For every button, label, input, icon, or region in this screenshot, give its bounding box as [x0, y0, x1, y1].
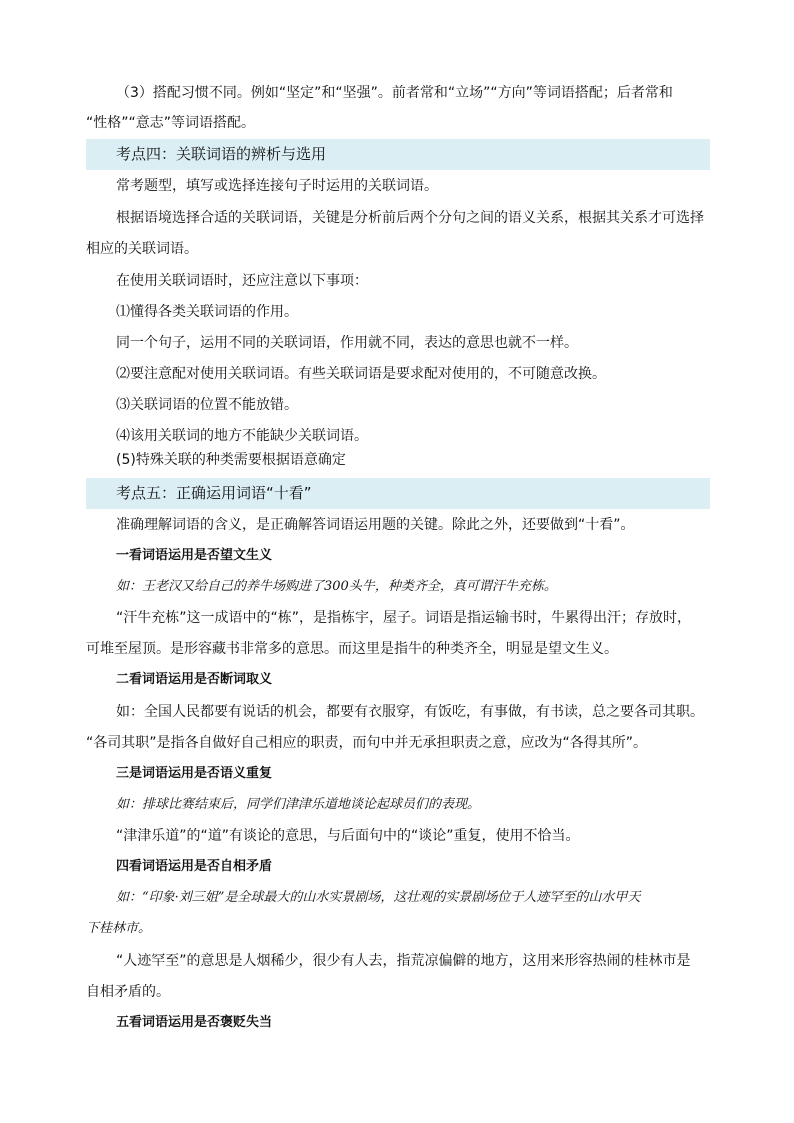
list-item: ⑵要注意配对使用关联词语。有些关联词语是要求配对使用的，不可随意改换。 — [116, 366, 606, 382]
example-line: 如：“印象·刘三姐”是全球最大的山水实景剧场，这壮观的实景剧场位于人迹罕至的山水甲天 — [116, 890, 641, 905]
paragraph-line: “津津乐道”的“道”有谈论的意思，与后面句中的“谈论”重复，使用不恰当。 — [116, 828, 580, 844]
example-line: 如：排球比赛结束后，同学们津津乐道地谈论起球员们的表现。 — [116, 797, 481, 812]
section-heading: 考点四：关联词语的辨析与选用 — [116, 145, 327, 163]
subheading: 三是词语运用是否语义重复 — [116, 766, 273, 781]
paragraph-line: 同一个句子，运用不同的关联词语，作用就不同，表达的意思也就不一样。 — [116, 335, 578, 351]
list-item: ⑷该用关联词的地方不能缺少关联词语。 — [116, 428, 368, 444]
paragraph-line: 自相矛盾的。 — [86, 984, 170, 1000]
list-item: (5)特殊关联的种类需要根据语意确定 — [116, 452, 346, 468]
paragraph-line: 如：全国人民都要有说话的机会，都要有衣服穿，有饭吃，有事做，有书读，总之要各司其职。 — [116, 704, 704, 720]
subheading: 二看词语运用是否断词取义 — [116, 672, 273, 687]
paragraph-line: “各司其职”是指各自做好自己相应的职责，而句中并无承担职责之意，应改为“各得其所”。 — [86, 735, 648, 751]
list-item: ⑴懂得各类关联词语的作用。 — [116, 304, 298, 320]
paragraph-line: 根据语境选择合适的关联词语，关键是分析前后两个分句之间的语义关系，根据其关系才可选择 — [116, 210, 704, 226]
example-line: 下桂林市。 — [86, 921, 152, 936]
paragraph-line: “汗牛充栋”这一成语中的“栋”，是指栋宇，屋子。词语是指运输书时，牛累得出汗；存放时， — [116, 610, 692, 626]
subheading: 四看词语运用是否自相矛盾 — [116, 859, 273, 874]
subheading: 一看词语运用是否望文生义 — [116, 548, 273, 563]
list-item: ⑶关联词语的位置不能放错。 — [116, 397, 298, 413]
paragraph-line: 在使用关联词语时，还应注意以下事项： — [116, 273, 368, 289]
section-heading: 考点五：正确运用词语“十看” — [116, 484, 312, 502]
paragraph-line: 常考题型，填写或选择连接句子时运用的关联词语。 — [116, 178, 438, 194]
paragraph-line: 可堆至屋顶。是形容藏书非常多的意思。而这里是指牛的种类齐全，明显是望文生义。 — [86, 641, 618, 657]
example-line: 如：王老汉又给自己的养牛场购进了300头牛，种类齐全，真可谓汗牛充栋。 — [116, 579, 557, 594]
paragraph-line: （3）搭配习惯不同。例如“坚定”和“坚强”。前者常和“立场”“方向”等词语搭配；后者常和 — [116, 85, 673, 101]
paragraph-line: 准确理解词语的含义，是正确解答词语运用题的关键。除此之外，还要做到“十看”。 — [116, 517, 635, 533]
section-heading-bar — [86, 478, 710, 509]
paragraph-line: 相应的关联词语。 — [86, 241, 198, 257]
section-heading-bar — [86, 139, 710, 170]
subheading: 五看词语运用是否褒贬失当 — [116, 1015, 273, 1030]
paragraph-line: “性格”“意志”等词语搭配。 — [86, 115, 256, 131]
paragraph-line: “人迹罕至”的意思是人烟稀少，很少有人去，指荒凉偏僻的地方，这用来形容热闹的桂林市是 — [116, 953, 691, 969]
